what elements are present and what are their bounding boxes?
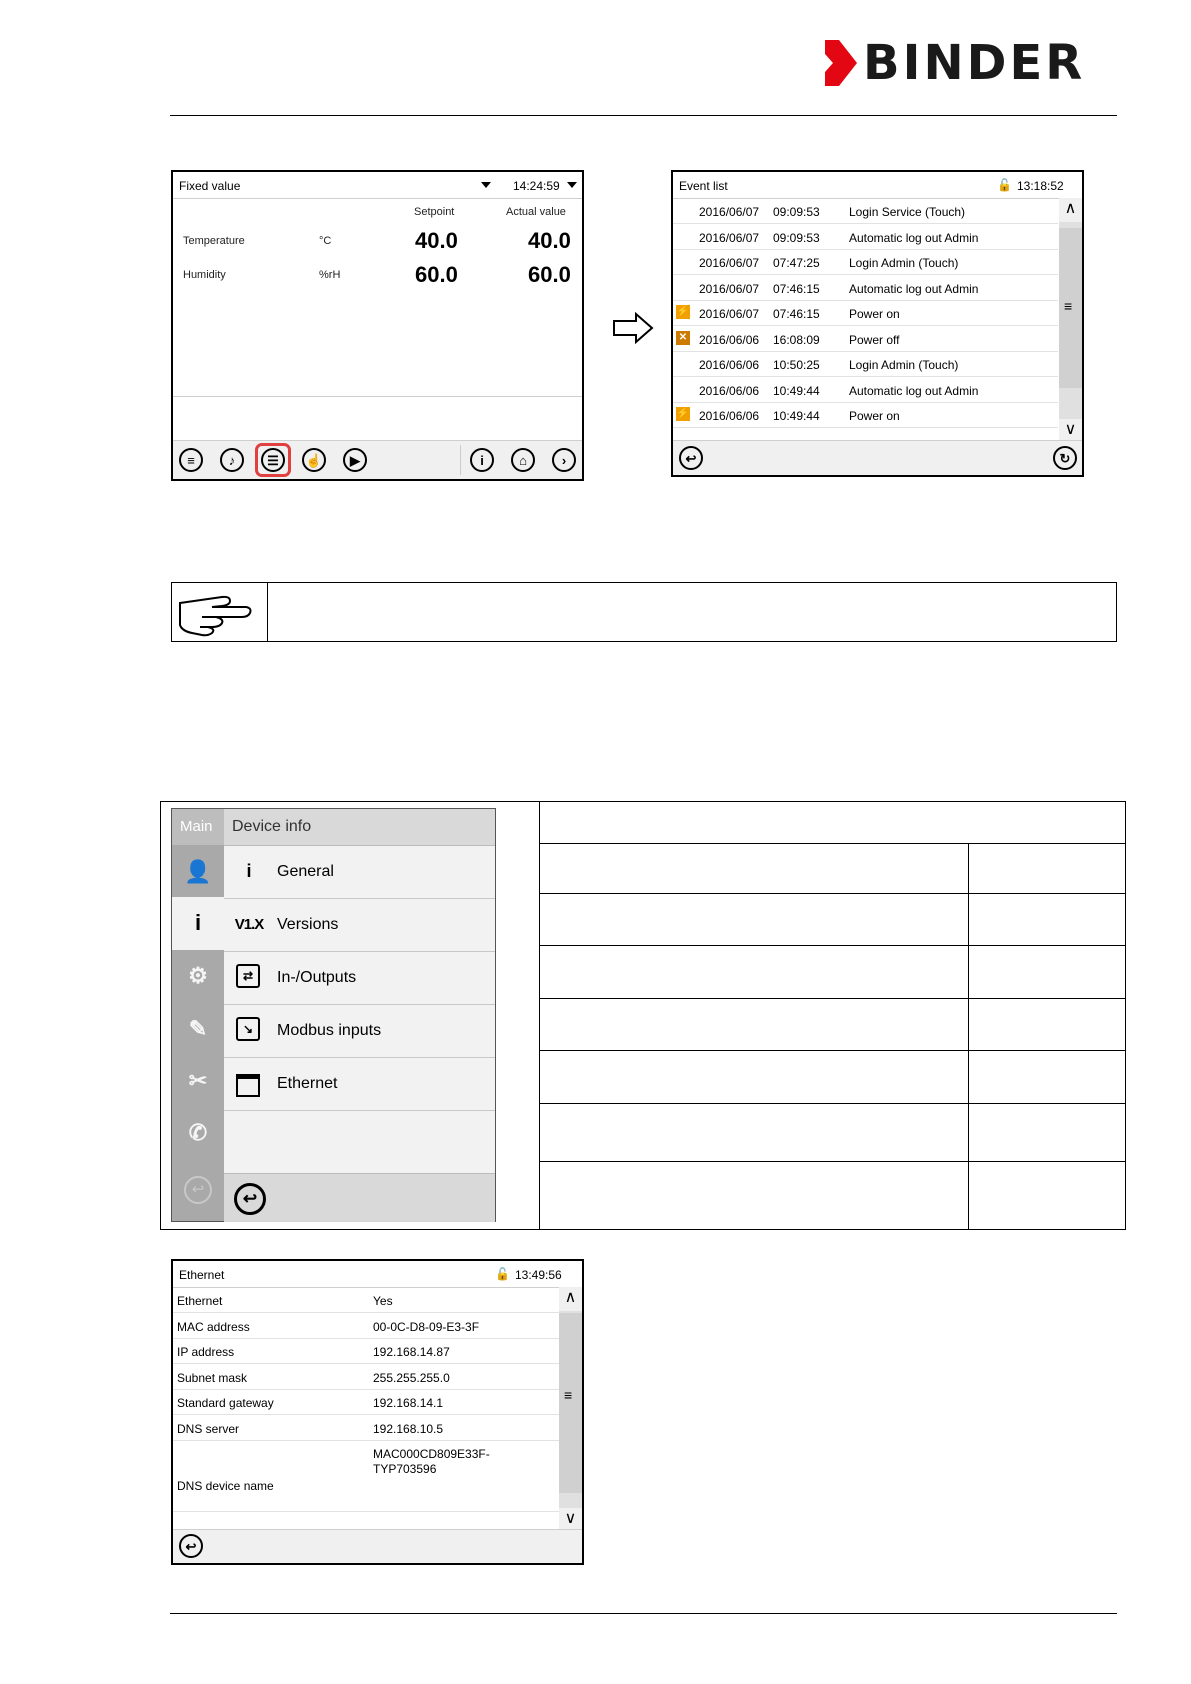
event-row [673,326,1058,352]
setpoint-header: Setpoint [414,206,455,218]
event-time: 10:49:44 [773,383,820,398]
event-date: 2016/06/06 [699,358,760,372]
row-value: 192.168.10.5 [373,1421,444,1436]
clock: 13:49:56 [515,1268,562,1282]
power-on-icon: ⚡ [676,306,690,317]
event-text: Power on [849,307,900,321]
back-icon[interactable]: ↩ [179,1534,203,1558]
device-info-menu [171,808,496,1222]
event-time: 07:47:25 [773,256,820,270]
row-label: IP address [177,1345,235,1359]
binder-logo [823,35,1123,91]
touch-hand-icon[interactable]: ☝ [302,448,326,472]
temperature-setpoint[interactable]: 40.0 [415,228,458,253]
service-tools-icon[interactable]: ✂ [188,1068,208,1093]
in-outputs-icon: ⇄ [236,964,260,988]
settings-gears-icon[interactable]: ⚙ [188,963,208,988]
main-tab-label: Main [180,818,213,835]
event-text: Power off [849,332,900,347]
scroll-up-icon[interactable]: ∧ [559,1287,582,1311]
menu-item-versions[interactable]: V1.X Versions [224,899,495,952]
ethernet-info-row [173,1364,559,1390]
event-time: 16:08:09 [773,332,820,347]
menu-item-in-outputs[interactable]: ⇄ In-/Outputs [224,952,495,1005]
event-time: 09:09:53 [773,230,820,245]
back-icon[interactable]: ↩ [234,1183,266,1215]
temperature-unit: °C [319,235,332,247]
menu-item-general[interactable]: i General [224,846,495,899]
dns-device-name-value-line2: TYP703596 [373,1462,437,1476]
ethernet-screen [171,1259,584,1565]
table-line [540,945,1125,946]
screen-title: Ethernet [179,1268,225,1282]
phone-service-icon[interactable]: ✆ [188,1120,208,1145]
menu-footer [224,1173,495,1222]
dns-device-name-value-line1: MAC000CD809E33F- [373,1447,490,1461]
row-value: Yes [373,1294,393,1308]
refresh-icon[interactable]: ↻ [1053,446,1077,470]
lock-icon: 🔓 [997,178,1012,192]
binder-logo-mark [823,38,859,88]
event-row [673,275,1058,301]
humidity-actual: 60.0 [528,262,571,287]
screen-toolbar [173,440,582,479]
table-line [540,893,1125,894]
event-row [673,198,1058,224]
alarm-bell-icon[interactable]: ♪ [220,448,244,472]
actual-value-header: Actual value [506,206,566,218]
table-line [540,1103,1125,1104]
user-icon[interactable]: 👤 [184,859,212,884]
event-text: Automatic log out Admin [849,281,979,296]
row-value: 00-0C-D8-09-E3-3F [373,1319,480,1334]
event-row [673,224,1058,250]
screen-title-bar [173,1261,582,1288]
main-tab[interactable] [172,809,224,845]
event-text: Login Admin (Touch) [849,256,959,270]
fixed-value-screen [171,170,584,481]
table-line [540,1161,1125,1162]
event-text: Login Admin (Touch) [849,358,959,372]
play-icon[interactable]: ▶ [343,448,367,472]
row-label: Subnet mask [177,1370,248,1385]
humidity-unit: %rH [319,269,341,281]
humidity-label: Humidity [183,269,226,281]
screen-title: Fixed value [179,179,241,193]
dns-device-name-label: DNS device name [177,1479,274,1493]
event-time: 10:50:25 [773,358,820,372]
modbus-icon: ↘ [236,1017,260,1041]
scroll-grip-icon: ≡ [564,1387,573,1403]
ethernet-icon [236,1074,260,1097]
row-value: 192.168.14.1 [373,1396,444,1410]
screen-toolbar [673,440,1082,475]
event-time: 07:46:15 [773,281,820,296]
info-divider [173,396,582,397]
row-value: 255.255.255.0 [373,1370,450,1385]
menu-list-icon[interactable]: ≡ [179,448,203,472]
temperature-actual: 40.0 [528,228,571,253]
event-text: Power on [849,409,900,423]
event-time: 10:49:44 [773,409,820,423]
screen-title-bar [673,172,1082,199]
dns-device-name-row [173,1441,559,1512]
screen-title: Event list [679,179,728,193]
toolbar-divider [460,445,461,475]
menu-item-modbus-inputs[interactable]: ↘ Modbus inputs [224,1005,495,1058]
footer-rule [170,1613,1117,1614]
event-date: 2016/06/06 [699,332,760,347]
ethernet-info-row [173,1415,559,1441]
time-dropdown-arrow-icon[interactable] [567,182,577,188]
clock: 13:18:52 [1017,179,1064,193]
scroll-down-icon[interactable]: ∨ [559,1508,582,1532]
lock-icon: 🔓 [495,1267,510,1281]
power-on-icon: ⚡ [676,408,690,419]
event-row [673,300,1058,326]
row-label: Ethernet [177,1294,223,1308]
dropdown-arrow-icon[interactable] [481,182,491,188]
event-row [673,351,1058,377]
menu-title: Device info [232,818,312,835]
humidity-setpoint[interactable]: 60.0 [415,262,458,287]
event-date: 2016/06/07 [699,281,760,296]
event-date: 2016/06/07 [699,307,760,321]
menu-sidebar [172,809,224,1221]
versions-icon: V1.X [234,915,264,933]
screen-title-bar [173,172,582,199]
table-line [540,843,1125,844]
event-list-screen [671,170,1084,477]
next-arrow-icon[interactable]: › [552,448,576,472]
info-icon[interactable]: i [194,910,202,935]
header-rule [170,115,1117,116]
brand-name: BINDER [863,35,1086,91]
table-divider [539,801,540,1230]
event-text: Automatic log out Admin [849,383,979,398]
info-icon: i [246,860,252,881]
scroll-grip-icon: ≡ [1064,298,1073,314]
table-divider [968,843,969,1229]
event-date: 2016/06/07 [699,205,760,219]
event-text: Login Service (Touch) [849,205,966,219]
event-date: 2016/06/06 [699,383,760,398]
program-edit-icon[interactable]: ✎ [188,1016,208,1041]
event-row [673,377,1058,403]
row-label: MAC address [177,1319,250,1334]
right-arrow-icon [612,312,654,344]
menu-item-ethernet[interactable]: Ethernet [224,1058,495,1111]
info-icon[interactable]: i [470,448,494,472]
scrollbar[interactable] [559,1287,582,1532]
note-box [171,582,1117,642]
row-label: DNS server [177,1421,240,1436]
table-line [540,998,1125,999]
event-list-icon[interactable]: ☰ [261,448,285,472]
table-line [540,1050,1125,1051]
event-date: 2016/06/07 [699,256,760,270]
screen-toolbar [173,1529,582,1563]
back-icon[interactable]: ↩ [679,446,703,470]
scrollbar[interactable] [1059,198,1082,443]
event-row [673,402,1058,428]
row-label: Standard gateway [177,1396,274,1410]
clock: 14:24:59 [513,179,560,193]
event-text: Automatic log out Admin [849,230,979,245]
ethernet-info-row [173,1287,559,1313]
row-value: 192.168.14.87 [373,1345,450,1359]
event-date: 2016/06/06 [699,409,760,423]
ethernet-info-row [173,1338,559,1364]
scroll-up-icon[interactable]: ∧ [1059,198,1082,222]
event-row [673,249,1058,275]
power-off-icon: ✕ [676,331,690,345]
event-time: 09:09:53 [773,205,820,219]
ethernet-info-row [173,1313,559,1339]
pointing-hand-icon [172,583,268,641]
home-icon[interactable]: ⌂ [511,448,535,472]
back-disabled-icon: ↩ [184,1176,212,1204]
scroll-down-icon[interactable]: ∨ [1059,419,1082,443]
scroll-thumb[interactable] [559,1313,582,1493]
ethernet-info-row [173,1389,559,1415]
event-date: 2016/06/07 [699,230,760,245]
temperature-label: Temperature [183,235,245,247]
event-time: 07:46:15 [773,307,820,321]
menu-header [224,809,495,846]
